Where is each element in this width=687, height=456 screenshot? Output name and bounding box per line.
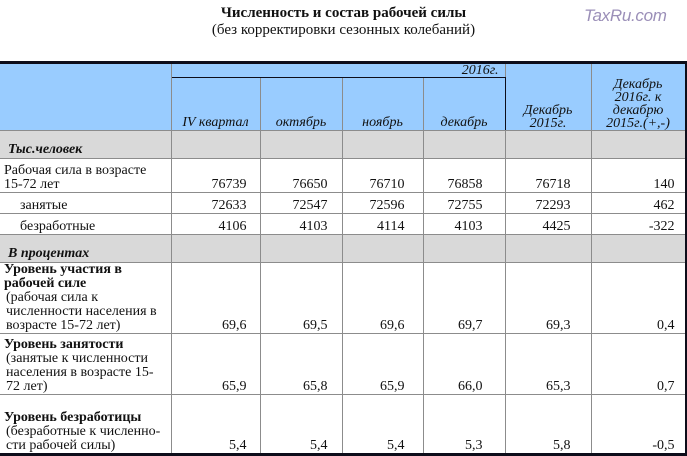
value-cell: 69,6 [171,263,260,334]
page-subtitle: (без корректировки сезонных колебаний) [211,22,476,38]
empty-cell [342,235,423,263]
row-label [0,263,171,334]
value-cell: 4425 [505,214,591,235]
empty-cell [505,235,591,263]
row-label: занятые [0,193,171,214]
section-row-percent [0,235,686,263]
value-cell: 5,4 [260,395,342,455]
section-label: В процентах [0,235,171,263]
header-col-oct: октябрь [260,78,342,131]
row-label [0,395,171,455]
value-cell: 72755 [423,193,505,214]
empty-cell [423,131,505,159]
empty-cell [342,131,423,159]
value-cell: 4114 [342,214,423,235]
row-label: Рабочая сила в возрасте 15-72 лет [0,159,171,193]
value-cell: 76710 [342,159,423,193]
value-cell: 4103 [423,214,505,235]
row-label [0,334,171,395]
value-cell: 140 [591,159,686,193]
table-row [0,159,686,193]
page-title: Численность и состав рабочей силы [220,5,467,21]
value-cell: 5,8 [505,395,591,455]
header-col-change: Декабрь 2016г. к декабрю 2015г.(+,-) [591,63,686,131]
empty-cell [591,235,686,263]
value-cell: 462 [591,193,686,214]
value-cell: 4106 [171,214,260,235]
value-cell: 65,3 [505,334,591,395]
row-label: безработные [0,214,171,235]
table-row [0,214,686,235]
row-title: Уровень безработицы [4,410,142,425]
row-description: (безработные к численно-сти рабочей силы) [6,424,161,453]
value-cell: 5,4 [342,395,423,455]
row-description: (рабочая сила к численности населения в возрасте 15-72 лет) [6,290,157,333]
value-cell: 72596 [342,193,423,214]
value-cell: 0,7 [591,334,686,395]
value-cell: 76739 [171,159,260,193]
table-row [0,395,686,455]
table-row [0,193,686,214]
value-cell: 65,9 [171,334,260,395]
table-row [0,334,686,395]
header-col-q4: IV квартал [171,78,260,131]
section-label: Тыс.человек [0,131,171,159]
empty-cell [423,235,505,263]
value-cell: 65,9 [342,334,423,395]
header-col-nov: ноябрь [342,78,423,131]
header-corner [0,63,171,131]
value-cell: -0,5 [591,395,686,455]
labor-force-table [0,61,687,456]
value-cell: 69,6 [342,263,423,334]
row-title: Уровень занятости [4,337,124,352]
value-cell: 69,7 [423,263,505,334]
header-row-1 [0,63,686,78]
value-cell: 0,4 [591,263,686,334]
empty-cell [260,131,342,159]
value-cell: 76718 [505,159,591,193]
empty-cell [505,131,591,159]
row-title: Уровень участия в рабочей силе [4,262,122,291]
value-cell: 69,5 [260,263,342,334]
watermark-logo: TaxRu.com [584,6,667,25]
value-cell: 72633 [171,193,260,214]
value-cell: 65,8 [260,334,342,395]
row-description: (занятые к численности населения в возрасте 15-72 лет) [6,351,154,394]
empty-cell [260,235,342,263]
value-cell: 72547 [260,193,342,214]
section-row-thousands [0,131,686,159]
value-cell: -322 [591,214,686,235]
empty-cell [591,131,686,159]
header-col-dec2015: Декабрь 2015г. [505,63,591,131]
empty-cell [171,131,260,159]
value-cell: 76858 [423,159,505,193]
value-cell: 5,3 [423,395,505,455]
value-cell: 4103 [260,214,342,235]
empty-cell [171,235,260,263]
value-cell: 5,4 [171,395,260,455]
value-cell: 69,3 [505,263,591,334]
value-cell: 66,0 [423,334,505,395]
value-cell: 76650 [260,159,342,193]
table-row [0,263,686,334]
header-year-2016: 2016г. [171,63,505,78]
header-col-dec: декабрь [423,78,505,131]
value-cell: 72293 [505,193,591,214]
